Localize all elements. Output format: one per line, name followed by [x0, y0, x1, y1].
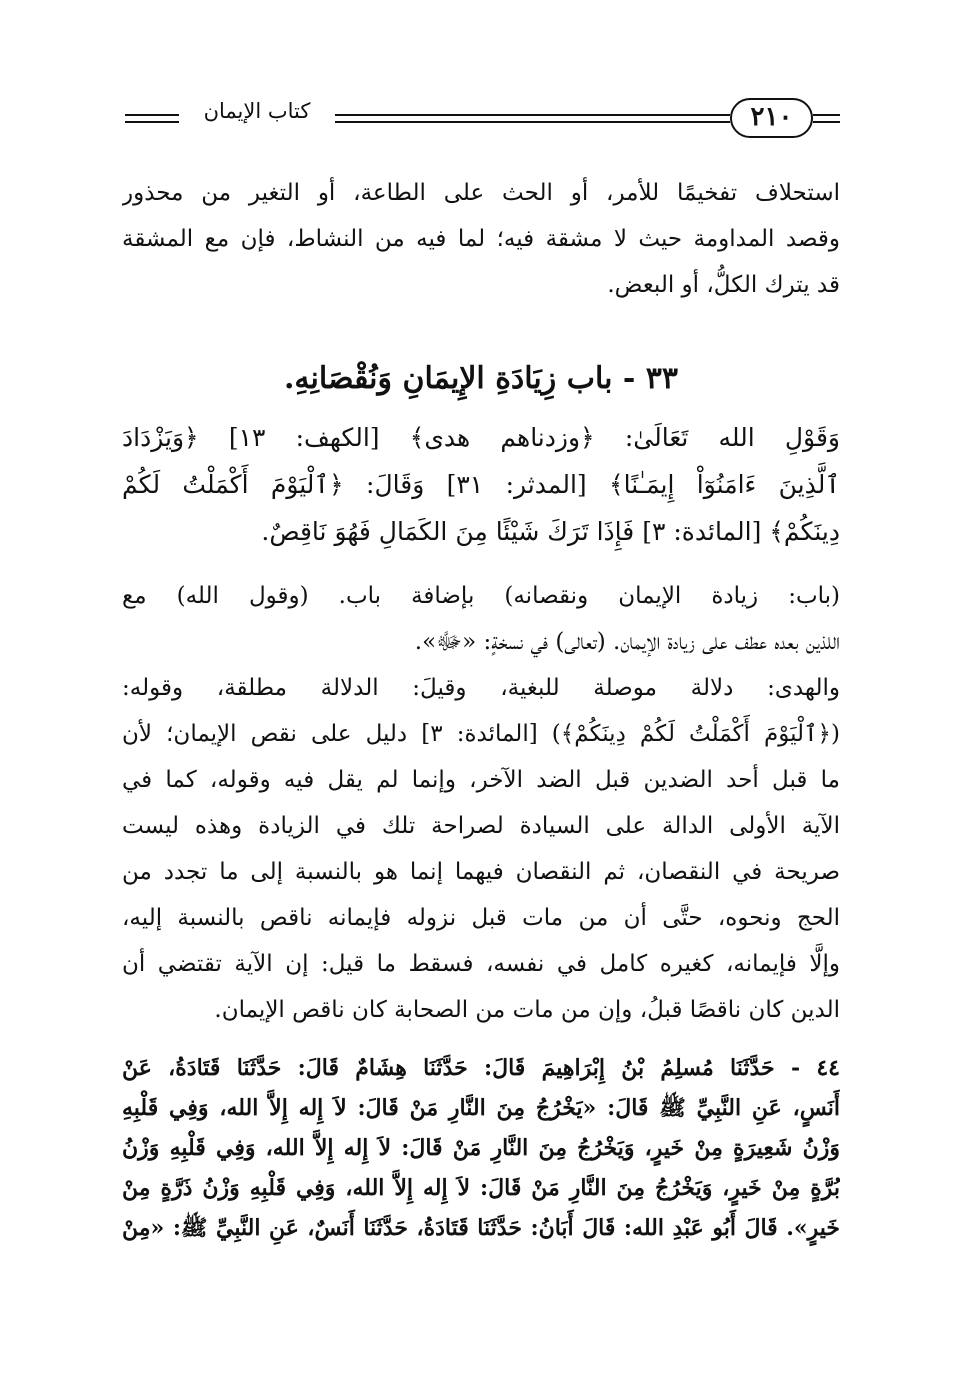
chapter-text [122, 414, 840, 555]
page-header [125, 96, 840, 142]
text-line: الدين كان ناقصًا قبلُ، وإن من مات من الصحابة كان ناقص الإيمان. [214, 997, 840, 1023]
text-line: والهدى: دلالة موصلة للبغية، وقيلَ: الدلالة مطلقة، وقوله: [122, 675, 840, 701]
header-rule-right [813, 114, 840, 123]
text-line: ما قبل أحد الضدين قبل الضد الآخر، وإنما لم يقل فيه وقوله، كما في [122, 767, 840, 793]
chapter-heading: ٣٣ - باب زِيَادَةِ الإِيمَانِ وَنُقْصَانِهِ. [283, 361, 679, 396]
text-line: ٤٤ - حَدَّثَنَا مُسلِمُ بْنُ إِبْرَاهِيمَ قَالَ: حَدَّثَنَا هِشَامٌ قَالَ: حَدَّثَنَا قَتَادَةُ، عَنْ [122, 1055, 840, 1081]
text-line: الآية الأولى الدالة على السيادة لصراحة تلك في الزيادة وهذه ليست [122, 813, 840, 839]
text-line: وَقَوْلِ الله تَعَالَىٰ: ﴿وزدناهم هدى﴾ [الكهف: ١٣] ﴿وَيَزْدَادَ [122, 423, 840, 452]
text-line: الحج ونحوه، حتَّى أن من مات قبل نزوله فإيمانه ناقص بالنسبة إليه، [122, 905, 840, 931]
commentary [122, 573, 840, 1033]
text-line: (﴿ٱلْيَوْمَ أَكْمَلْتُ لَكُمْ دِينَكُمْ﴾) [المائدة: ٣] دليل على نقص الإيمان؛ لأن [122, 721, 840, 747]
text-line: صريحة في النقصان، ثم النقصان فيهما إنما هو بالنسبة إلى ما تجدد من [122, 859, 840, 885]
header-rule-left [125, 114, 179, 123]
text-line: وإلَّا فإيمانه، كغيره كامل في نفسه، فسقط ما قيل: إن الآية تقتضي أن [122, 951, 840, 977]
text-line: دِينَكُمْ﴾ [المائدة: ٣] فَإِذَا تَرَكَ شَيْئًا مِنَ الكَمَالِ فَهُوَ نَاقِصٌ. [261, 517, 840, 546]
text-line: اللذين بعده عطف على زيادة الإيمان. (تعالى) في نسخةٍ: «ﷻ». [414, 629, 840, 655]
text-line: قد يترك الكلُّ، أو البعض. [607, 272, 840, 298]
text-line: بُرَّةٍ مِنْ خَيرٍ، وَيَخْرُجُ مِنَ النَّارِ مَنْ قَالَ: لاَ إِله إِلاَّ الله، وَفِي قَلْبِهِ وَزْنُ ذَرَّةٍ مِنْ [122, 1175, 840, 1201]
text-line: وَزْنُ شَعِيرَةٍ مِنْ خَيرٍ، وَيَخْرُجُ مِنَ النَّارِ مَنْ قَالَ: لاَ إِله إِلاَّ الله، وَفِي قَلْبِهِ وَزْنُ [122, 1135, 840, 1161]
text-line: استحلاف تفخيمًا للأمر، أو الحث على الطاعة، أو التغير من محذور [122, 180, 840, 206]
page-number: ٢١٠ [730, 98, 813, 138]
opening-paragraph [122, 170, 840, 308]
text-line: (باب: زيادة الإيمان ونقصانه) بإضافة باب. (وقول الله) مع [122, 583, 840, 609]
text-line: أَنَسٍ، عَنِ النَّبِيِّ ﷺ قَالَ: «يَخْرُجُ مِنَ النَّارِ مَنْ قَالَ: لاَ إِله إِلاَّ الله، وَفِي قَلْبِهِ [122, 1095, 840, 1121]
header-rule-middle [335, 114, 730, 123]
running-title: كتاب الإيمان [203, 99, 311, 123]
text-line: ٱلَّذِينَ ءَامَنُوٓاْ إِيمَـٰنًا﴾ [المدثر: ٣١] وَقَالَ: ﴿ٱلْيَوْمَ أَكْمَلْتُ لَكُمْ [122, 470, 840, 499]
text-line: خَيرٍ». قَالَ أَبُو عَبْدِ الله: قَالَ أَبَانُ: حَدَّثَنَا قَتَادَةُ، حَدَّثَنَا أَنَسٌ، عَنِ النَّبِيِّ ﷺ: «مِنْ [122, 1215, 840, 1241]
text-line: وقصد المداومة حيث لا مشقة فيه؛ لما فيه من النشاط، فإن مع المشقة [122, 226, 840, 252]
hadith-text [122, 1048, 840, 1248]
